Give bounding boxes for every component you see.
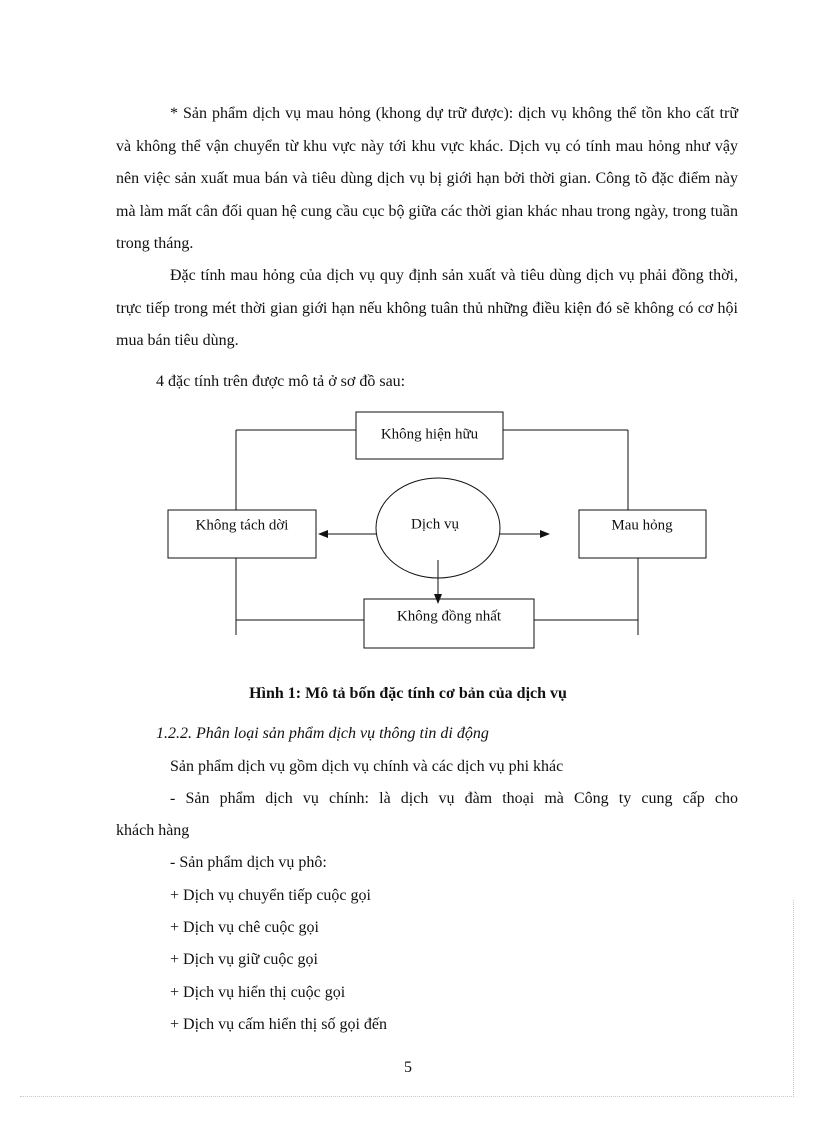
service-characteristics-diagram	[0, 400, 816, 650]
list-item: + Dịch vụ chê cuộc gọi	[170, 919, 319, 936]
sub-service-heading: - Sản phẩm dịch vụ phô:	[170, 854, 327, 871]
list-item: + Dịch vụ chuyển tiếp cuộc gọi	[170, 887, 371, 904]
arrowhead-left	[318, 530, 328, 538]
section-heading: 1.2.2. Phân loại sản phẩm dịch vụ thông tin di động	[156, 725, 489, 742]
list-item: + Dịch vụ cấm hiển thị số gọi đến	[170, 1016, 387, 1033]
label-perishability: Mau hỏng	[611, 517, 673, 534]
label-heterogeneity: Không đồng nhất	[396, 608, 502, 625]
label-inseparability: Không tách dời	[195, 517, 289, 534]
section-intro: Sản phẩm dịch vụ gồm dịch vụ chính và các dịch vụ phi khác	[170, 758, 564, 775]
label-service: Dịch vụ	[411, 516, 459, 533]
arrowhead-right	[540, 530, 550, 538]
label-intangibility: Không hiện hữu	[380, 426, 479, 443]
paragraph-diagram-intro: 4 đặc tính trên được mô tả ở sơ đồ sau:	[156, 373, 406, 390]
list-item: + Dịch vụ giữ cuộc gọi	[170, 951, 318, 968]
paragraph-perishability: * Sản phẩm dịch vụ mau hỏng (khong dự trữ được): dịch vụ không thể tồn kho cất trữ và không thể vận chuyển từ khu vực này tới khu vực khác. Dịch vụ có tính mau hỏng như vậy nên việc sản xuất mua bán và tiêu dùng dịch vụ bị giới hạn bởi thời gian. Công tõ đặc điểm này mà làm mất cân đối quan hệ cung cầu cục bộ giữa các thời gian khác nhau trong ngày, trong tuần trong tháng.	[116, 105, 738, 252]
paragraph-perishability-effect: Đặc tính mau hỏng của dịch vụ quy định sản xuất và tiêu dùng dịch vụ phải đồng thời, trực tiếp trong mét thời gian giới hạn nếu không tuân thủ những điều kiện đó sẽ không có cơ hội mua bán tiêu dùng.	[116, 267, 738, 349]
page-border-bottom	[20, 1096, 794, 1097]
figure-caption: Hình 1: Mô tả bốn đặc tính cơ bản của dịch vụ	[249, 685, 567, 702]
main-service-line2: khách hàng	[116, 822, 190, 839]
list-item: + Dịch vụ hiển thị cuộc gọi	[170, 984, 346, 1001]
main-service-line1: - Sản phẩm dịch vụ chính: là dịch vụ đàm thoại mà Công ty cung cấp cho	[170, 790, 738, 807]
page-number: 5	[404, 1059, 412, 1076]
